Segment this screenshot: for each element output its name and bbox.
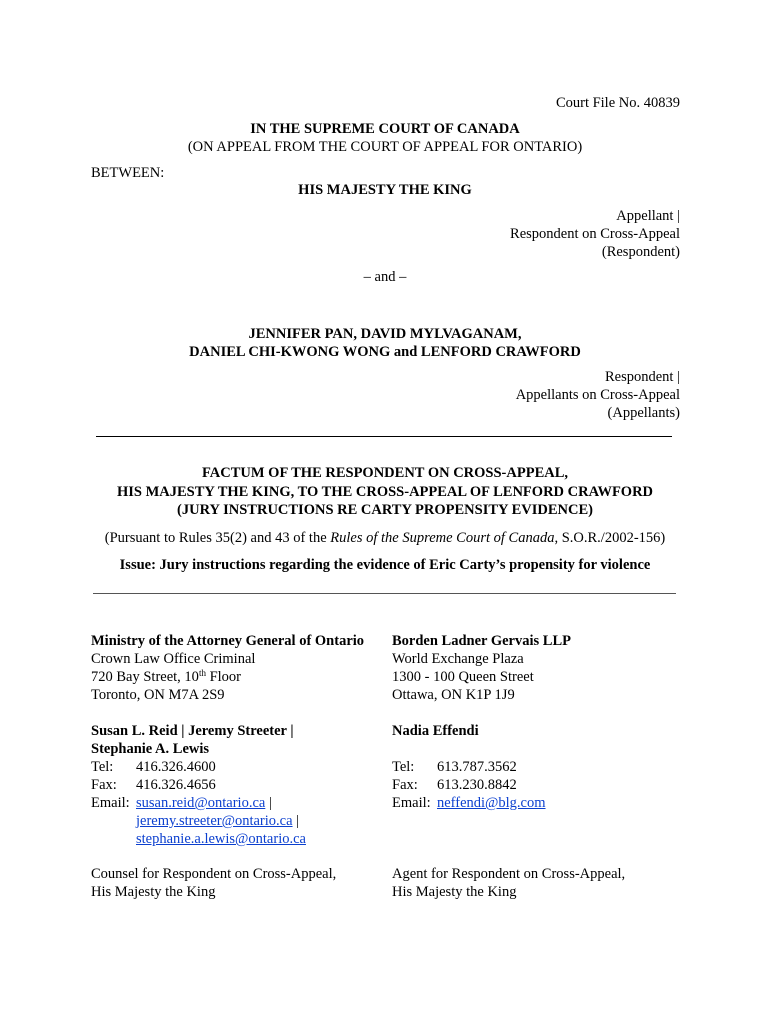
between-label: BETWEEN: — [91, 165, 165, 181]
left-role-2: His Majesty the King — [91, 884, 216, 900]
respondent-role-3: (Appellants) — [607, 405, 680, 421]
pursuant-rules: Rules of the Supreme Court of Canada — [330, 530, 555, 546]
left-tel: 416.326.4600 — [136, 759, 216, 775]
left-counsel-address — [91, 632, 364, 704]
left-email-label: Email: — [91, 795, 130, 811]
left-address-1-floor: Floor — [205, 669, 241, 685]
left-counsel-contacts — [91, 722, 306, 848]
right-fax-row — [392, 776, 546, 794]
left-fax-row — [91, 776, 306, 794]
left-counsel-role — [91, 865, 336, 901]
and-separator: – and – — [363, 269, 407, 285]
left-office: Ministry of the Attorney General of Ontario — [91, 633, 365, 649]
respondents-line-2: DANIEL CHI-KWONG WONG and LENFORD CRAWFORD — [189, 344, 581, 360]
right-role-2: His Majesty the King — [392, 884, 517, 900]
right-counsel-role — [392, 865, 625, 901]
appellant-role-1: Appellant | — [616, 208, 680, 224]
left-email-row — [91, 794, 306, 812]
divider-top — [96, 436, 672, 437]
left-address-1-street: 720 Bay Street, 10 — [91, 669, 199, 685]
left-email-row-3 — [91, 830, 306, 848]
right-counsel-address — [392, 632, 571, 704]
court-file-number: Court File No. 40839 — [555, 95, 680, 111]
respondent-role-1: Respondent | — [605, 369, 680, 385]
appellant-role-3: (Respondent) — [601, 244, 680, 260]
left-email-row-2 — [91, 812, 306, 830]
appellant-role-2: Respondent on Cross-Appeal — [510, 226, 680, 242]
right-address-3: Ottawa, ON K1P 1J9 — [392, 687, 515, 703]
pursuant-suffix: , S.O.R./2002-156) — [554, 530, 666, 546]
issue-statement: Issue: Jury instructions regarding the evidence of Eric Carty’s propensity for violence — [119, 557, 651, 573]
appeal-origin: (ON APPEAL FROM THE COURT OF APPEAL FOR ONTARIO) — [187, 139, 583, 155]
left-fax: 416.326.4656 — [136, 777, 216, 793]
right-email-row — [392, 794, 546, 812]
right-role-1: Agent for Respondent on Cross-Appeal, — [392, 866, 626, 882]
left-names-2: Stephanie A. Lewis — [91, 741, 210, 757]
left-tel-label: Tel: — [91, 759, 114, 775]
right-fax-label: Fax: — [392, 777, 418, 793]
right-address-1: World Exchange Plaza — [392, 651, 524, 667]
right-fax: 613.230.8842 — [437, 777, 517, 793]
left-role-1: Counsel for Respondent on Cross-Appeal, — [91, 866, 337, 882]
right-tel-label: Tel: — [392, 759, 415, 775]
factum-title-2: HIS MAJESTY THE KING, TO THE CROSS-APPEAL OF LENFORD CRAWFORD — [116, 484, 654, 500]
right-name: Nadia Effendi — [392, 723, 479, 739]
left-tel-row — [91, 758, 306, 776]
left-address-1-sup: th — [198, 668, 206, 678]
respondent-role-2: Appellants on Cross-Appeal — [515, 387, 680, 403]
left-fax-label: Fax: — [91, 777, 117, 793]
right-firm: Borden Ladner Gervais LLP — [392, 633, 571, 649]
left-address-2: Toronto, ON M7A 2S9 — [91, 687, 225, 703]
appellant-name: HIS MAJESTY THE KING — [298, 182, 472, 198]
right-email-label: Email: — [392, 795, 431, 811]
left-email-link-2[interactable]: jeremy.streeter@ontario.ca — [136, 813, 293, 829]
right-counsel-contacts — [392, 722, 546, 812]
left-email-link-1[interactable]: susan.reid@ontario.ca — [136, 795, 266, 811]
right-email-link[interactable]: neffendi@blg.com — [437, 795, 546, 811]
factum-title-3: (JURY INSTRUCTIONS RE CARTY PROPENSITY EVIDENCE) — [177, 502, 593, 518]
factum-title-1: FACTUM OF THE RESPONDENT ON CROSS-APPEAL, — [201, 465, 569, 481]
right-address-2: 1300 - 100 Queen Street — [392, 669, 534, 685]
left-names-1: Susan L. Reid | Jeremy Streeter | — [91, 723, 294, 739]
left-email-sep-1: | — [265, 795, 272, 811]
divider-bottom — [93, 593, 676, 594]
left-email-sep-2: | — [292, 813, 300, 829]
pursuant-line — [0, 529, 770, 547]
right-tel-row — [392, 758, 546, 776]
respondents-line-1: JENNIFER PAN, DAVID MYLVAGANAM, — [248, 326, 522, 342]
left-division: Crown Law Office Criminal — [91, 651, 256, 667]
left-email-link-3[interactable]: stephanie.a.lewis@ontario.ca — [136, 831, 306, 847]
right-tel: 613.787.3562 — [437, 759, 517, 775]
left-address-1 — [91, 668, 364, 686]
court-heading: IN THE SUPREME COURT OF CANADA — [250, 121, 520, 137]
pursuant-prefix: (Pursuant to Rules 35(2) and 43 of the — [104, 530, 331, 546]
